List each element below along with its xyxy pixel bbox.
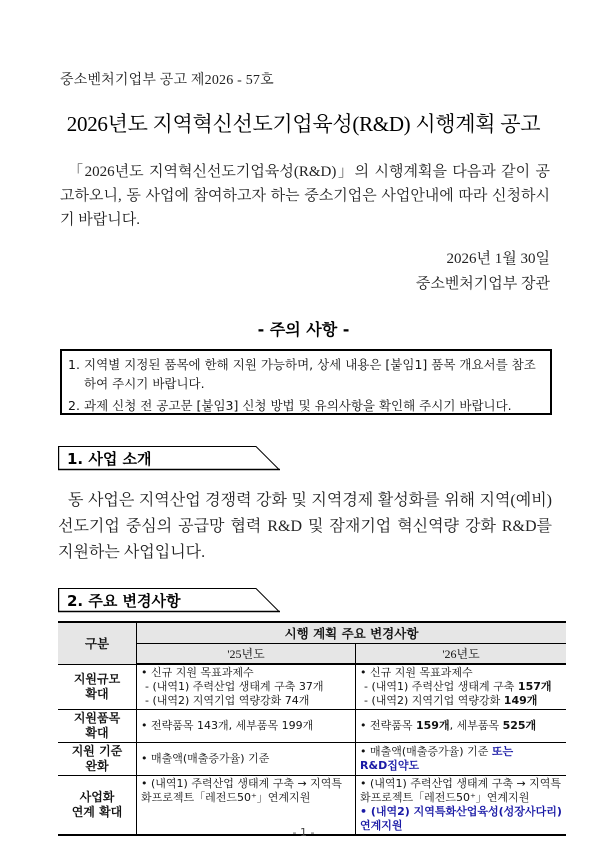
caution-item-number: 2. [68, 398, 80, 413]
caution-item-number: 1. [68, 357, 80, 372]
page-number: - 1 - [292, 826, 315, 839]
notice-number: 중소벤처기업부 공고 제2026 - 57호 [60, 73, 274, 88]
section-2-header [58, 588, 282, 612]
row-category: 지원규모 확대 [58, 664, 137, 710]
intro-text: 「2026년도 지역혁신선도기업육성(R&D)」의 시행계획을 다음과 같이 공고하오니, 동 사업에 참여하고자 하는 중소기업은 사업안내에 따라 신청하시기 바랍니다. [60, 164, 550, 228]
row-category: 사업화 연계 확대 [58, 776, 137, 836]
highlight-text: 또는 [491, 745, 514, 758]
column-header-2026: '26년도 [356, 644, 567, 665]
cell-2026: • 매출액(매출증가율) 기준 또는 R&D집약도 [356, 743, 567, 776]
section-1-text: 동 사업은 지역산업 경쟁력 강화 및 지역경제 활성화를 위해 지역(예비)선도기업 중심의 공급망 협력 R&D 및 잠재기업 혁신역량 강화 R&D를 지원하는 사업입니다. [58, 492, 552, 561]
cell-2026: • (내역1) 주력산업 생태계 구축 → 지역특화프로젝트「레전드50⁺」연계지원 • (내역2) 지역특화산업육성(성장사다리) 연계지원 [356, 776, 567, 836]
intro-paragraph [60, 160, 550, 232]
table-row [58, 743, 566, 776]
caution-title: - 주의 사항 - [257, 320, 350, 339]
cell-2025: • 매출액(매출증가율) 기준 [137, 743, 356, 776]
section-1-header [58, 446, 282, 470]
section-1-body [58, 488, 552, 566]
caution-box [60, 349, 552, 415]
cell-2025: • (내역1) 주력산업 생태계 구축 → 지역특화프로젝트「레전드50⁺」연계지원 [137, 776, 356, 836]
caution-item [68, 355, 544, 393]
changes-table [58, 621, 566, 836]
row-category: 지원 기준 완화 [58, 743, 137, 776]
caution-item-text: 지역별 지정된 품목에 한해 지원 가능하며, 상세 내용은 [붙임1] 품목 개요서를 참조하여 주시기 바랍니다. [84, 357, 536, 391]
caution-item-text: 과제 신청 전 공고문 [붙임3] 신청 방법 및 유의사항을 확인해 주시기 바랍니다. [84, 398, 512, 413]
section-2-heading: 2. 주요 변경사항 [67, 592, 181, 610]
cell-2026: • 전략품목 159개, 세부품목 525개 [356, 710, 567, 743]
highlight-text: • (내역2) 지역특화산업육성(성장사다리) 연계지원 [360, 805, 562, 832]
announcement-date: 2026년 1월 30일 [446, 251, 550, 267]
cell-2025: • 전략품목 143개, 세부품목 199개 [137, 710, 356, 743]
column-header-2025: '25년도 [137, 644, 356, 665]
column-header-category: 구분 [58, 622, 137, 664]
cell-2025: • 신규 지원 목표과제수 - (내역1) 주력산업 생태계 구축 37개 - (내역2) 지역기업 역량강화 74개 [137, 664, 356, 710]
row-category: 지원품목 확대 [58, 710, 137, 743]
column-header-group: 시행 계획 주요 변경사항 [137, 622, 567, 644]
highlight-text: R&D집약도 [360, 759, 420, 772]
caution-item [68, 396, 544, 415]
cell-2026: • 신규 지원 목표과제수 - (내역1) 주력산업 생태계 구축 157개 - (내역2) 지역기업 역량강화 149개 [356, 664, 567, 710]
table-row [58, 664, 566, 710]
table-row [58, 710, 566, 743]
section-1-heading: 1. 사업 소개 [67, 450, 152, 468]
document-title: 2026년도 지역혁신선도기업육성(R&D) 시행계획 공고 [66, 112, 541, 136]
issuer: 중소벤처기업부 장관 [415, 276, 550, 292]
